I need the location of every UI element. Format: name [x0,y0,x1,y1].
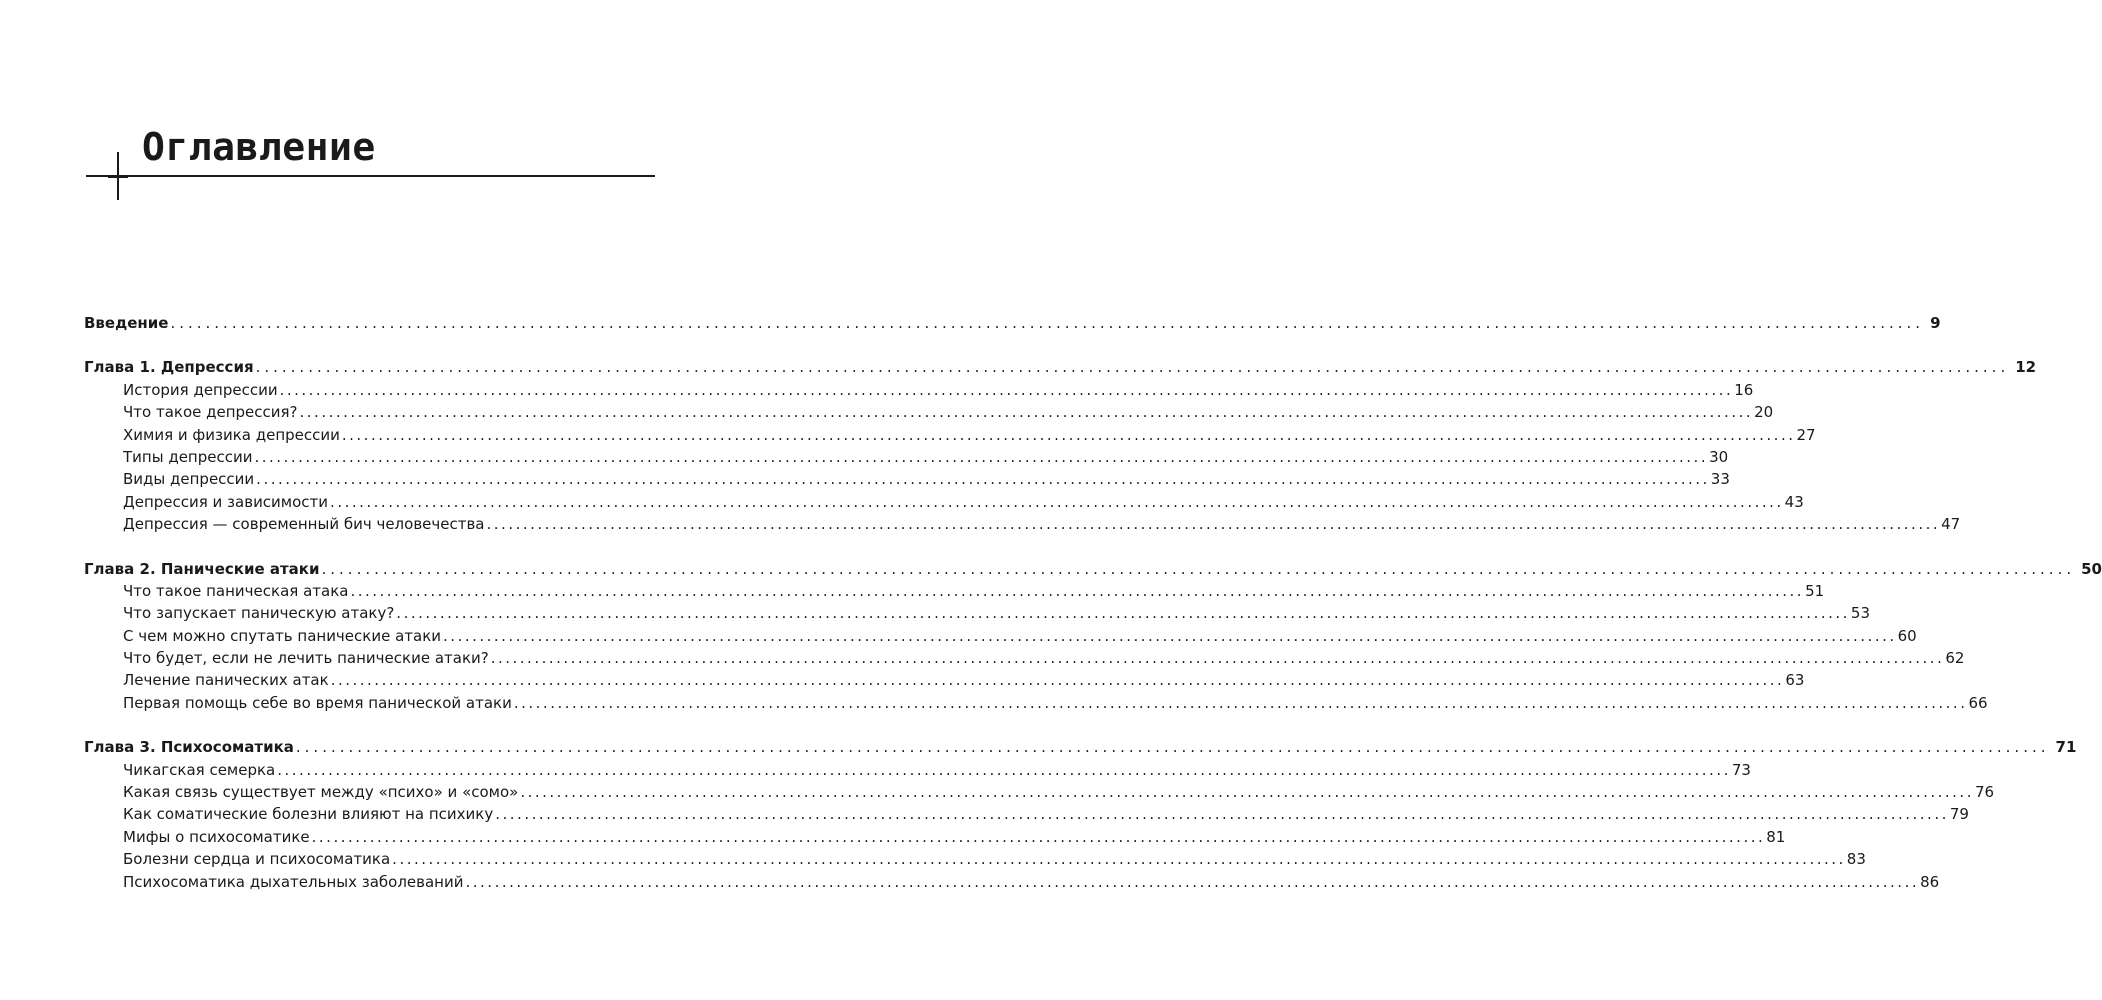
toc-entry-page-number: 9 [1930,314,1941,332]
toc-entry-page-number: 20 [1754,403,1774,422]
toc-entry-page-number: 12 [2015,358,2037,377]
toc-entry-page-number: 79 [1949,805,1969,824]
dot-leader: ........................................................................................................................................................................................................ [254,447,1709,466]
toc-section-entry [84,513,1961,535]
toc-entry-page-number: 43 [1784,492,1804,511]
dot-leader: ........................................................................................................................................................................................................ [311,827,1766,846]
toc-chapter-entry [84,736,2077,758]
toc-spacer [84,714,654,736]
toc-section-entry [84,692,1988,714]
toc-section-entry [84,781,1995,803]
toc-entry-page-number: 16 [1734,380,1754,399]
crosshair-mark-horizontal [108,175,128,178]
toc-chapter-entry [84,312,1941,334]
dot-leader: ........................................................................................................................................................................................................ [341,425,1796,444]
toc-entry-page-number: 86 [1920,872,1940,891]
dot-leader: ........................................................................................................................................................................................................ [256,470,1710,489]
toc-entry-page-number: 62 [1945,649,1965,668]
dot-leader: ........................................................................................................................................................................................................ [486,515,1941,534]
toc-entry-page-number: 66 [1968,693,1988,712]
toc-entry-label: Химия и физика депрессии [123,425,340,444]
toc-entry-page-number: 53 [1850,604,1871,623]
toc-entry-label: Типы депрессии [123,447,253,466]
toc-entry-label: Болезни сердца и психосоматика [123,850,391,869]
toc-entry-label: Депрессия — современный бич человечества [123,515,485,534]
toc-section-entry [84,468,1730,490]
toc-entry-page-number: 47 [1941,515,1961,534]
title-rule [86,175,655,177]
toc-entry-label: С чем можно спутать панические атаки [123,626,442,645]
page-title: Оглавление [142,125,376,169]
dot-leader: ........................................................................................................................................................................................................ [295,738,2050,757]
dot-leader: ........................................................................................................................................................................................................ [255,358,2010,377]
dot-leader: ........................................................................................................................................................................................................ [279,380,1734,399]
dot-leader: ........................................................................................................................................................................................................ [321,559,2076,578]
toc-entry-label: Виды депрессии [123,470,255,489]
toc-entry-page-number: 63 [1785,671,1805,690]
toc-chapter-entry [84,558,2102,580]
toc-section-entry [84,379,1754,401]
toc-entry-label: Что такое депрессия? [123,403,298,422]
toc-chapter-entry [84,356,2037,378]
toc-entry-label: Психосоматика дыхательных заболеваний [123,872,464,891]
toc-section-entry [84,424,1816,446]
dot-leader: ........................................................................................................................................................................................................ [350,581,1805,600]
toc-section-entry [84,401,1774,423]
dot-leader: ........................................................................................................................................................................................................ [170,314,1925,332]
toc-entry-page-number: 76 [1974,783,1995,802]
toc-section-entry [84,669,1805,691]
toc-section-entry [84,848,1866,870]
dot-leader: ........................................................................................................................................................................................................ [392,850,1846,869]
dot-leader: ........................................................................................................................................................................................................ [520,783,1974,802]
toc-section-entry [84,491,1804,513]
toc-entry-label: Мифы о психосоматике [123,827,310,846]
toc-section-entry [84,647,1965,669]
toc-entry-label: История депрессии [123,380,278,399]
toc-entry-label: Депрессия и зависимости [123,492,329,511]
toc-entry-label: Что такое паническая атака [123,581,349,600]
dot-leader: ........................................................................................................................................................................................................ [495,805,1949,824]
dot-leader: ........................................................................................................................................................................................................ [443,626,1897,645]
toc-entry-page-number: 83 [1846,850,1866,869]
toc-entry-page-number: 51 [1805,581,1825,600]
toc-entry-label: Первая помощь себе во время панической атаки [123,693,512,712]
toc-entry-label: Глава 2. Панические атаки [84,559,320,578]
toc-entry-page-number: 33 [1710,470,1730,489]
dot-leader: ........................................................................................................................................................................................................ [330,492,1784,511]
toc-entry-label: Как соматические болезни влияют на психику [123,805,494,824]
toc-entry-label: Что будет, если не лечить панические атаки? [123,649,489,668]
toc-entry-page-number: 73 [1731,760,1751,779]
toc-section-entry [84,803,1969,825]
toc-entry-page-number: 27 [1796,425,1816,444]
toc-entry-label: Что запускает паническую атаку? [123,604,395,623]
toc-entry-page-number: 71 [2055,738,2077,757]
toc-section-entry [84,602,1871,624]
table-of-contents [84,312,2102,893]
dot-leader: ........................................................................................................................................................................................................ [277,760,1731,779]
toc-section-entry [84,871,1940,893]
dot-leader: ........................................................................................................................................................................................................ [513,693,1968,712]
toc-section-entry [84,625,1917,647]
dot-leader: ........................................................................................................................................................................................................ [330,671,1785,690]
dot-leader: ........................................................................................................................................................................................................ [490,649,1945,668]
toc-section-entry [84,826,1786,848]
dot-leader: ........................................................................................................................................................................................................ [465,872,1920,891]
toc-entry-label: Глава 3. Психосоматика [84,738,294,757]
toc-entry-label: Введение [84,314,169,332]
toc-entry-label: Какая связь существует между «психо» и «сомо» [123,783,519,802]
dot-leader: ........................................................................................................................................................................................................ [299,403,1754,422]
toc-entry-label: Лечение панических атак [123,671,329,690]
toc-entry-page-number: 30 [1709,447,1729,466]
toc-entry-label: Чикагская семерка [123,760,276,779]
toc-entry-page-number: 50 [2081,559,2102,578]
toc-spacer [84,334,654,356]
toc-entry-page-number: 81 [1766,827,1786,846]
toc-entry-page-number: 60 [1897,626,1917,645]
toc-section-entry [84,759,1751,781]
toc-section-entry [84,580,1825,602]
dot-leader: ........................................................................................................................................................................................................ [396,604,1850,623]
toc-spacer [84,536,654,558]
toc-entry-label: Глава 1. Депрессия [84,358,254,377]
toc-section-entry [84,446,1729,468]
